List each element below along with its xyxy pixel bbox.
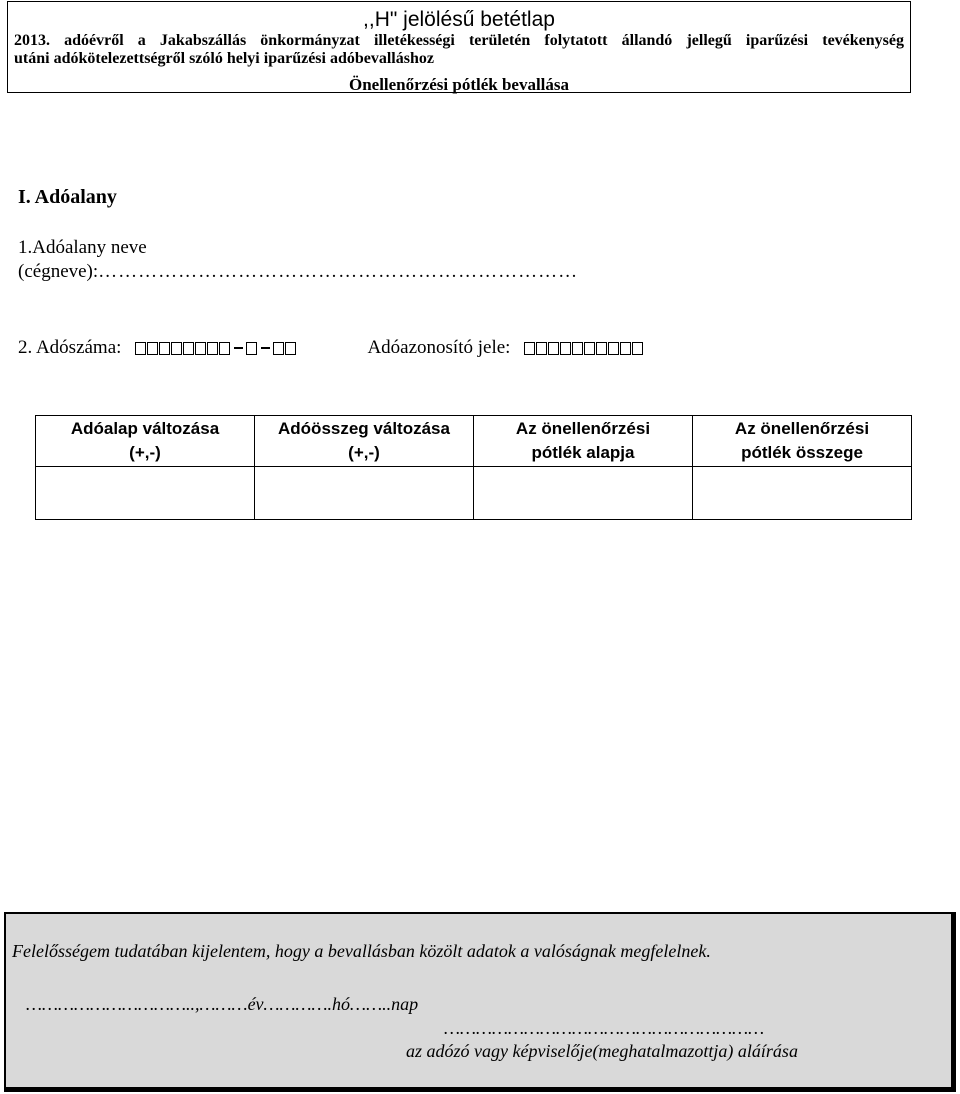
tax-id-boxes[interactable] xyxy=(524,342,644,355)
surcharge-base-cell[interactable] xyxy=(474,467,693,520)
form-scope-line-1: 2013. adóévről a Jakabszállás önkormányzat illetékességi területén folytatott állandó jellegű iparűzési tevékenység xyxy=(14,32,904,49)
taxpayer-name-label-2: (cégneve): xyxy=(18,261,99,282)
digit-box[interactable] xyxy=(207,342,218,355)
digit-box[interactable] xyxy=(584,342,595,355)
date-line[interactable]: …………………………..,………év………….hó……..nap xyxy=(26,994,419,1014)
tax-id-label: Adóazonosító jele: xyxy=(367,337,511,358)
column-header-surcharge-amount: Az önellenőrzési pótlék összege xyxy=(693,416,912,467)
form-title: ,,H" jelölésű betétlap xyxy=(363,8,555,31)
dash-separator xyxy=(234,347,243,349)
header-box xyxy=(7,1,911,93)
table-row xyxy=(36,467,912,520)
digit-box[interactable] xyxy=(608,342,619,355)
declaration-text: Felelősségem tudatában kijelentem, hogy a bevallásban közölt adatok a valóságnak megfelelnek. xyxy=(12,941,711,961)
digit-box[interactable] xyxy=(285,342,296,355)
signature-line[interactable]: …………………………………………………… xyxy=(444,1018,765,1038)
column-header-surcharge-base: Az önellenőrzési pótlék alapja xyxy=(474,416,693,467)
surcharge-table xyxy=(35,415,912,520)
dash-separator xyxy=(261,347,270,349)
digit-box[interactable] xyxy=(548,342,559,355)
tax-number-label: 2. Adószáma: xyxy=(18,337,122,358)
section-title: I. Adóalany xyxy=(18,186,117,208)
column-header-tax-base-change: Adóalap változása (+,-) xyxy=(36,416,255,467)
digit-box[interactable] xyxy=(219,342,230,355)
digit-box[interactable] xyxy=(572,342,583,355)
declaration-box xyxy=(4,912,956,1092)
column-header-tax-amount-change: Adóösszeg változása (+,-) xyxy=(255,416,474,467)
digit-box[interactable] xyxy=(632,342,643,355)
digit-box[interactable] xyxy=(246,342,257,355)
signature-label: az adózó vagy képviselője(meghatalmazottja) aláírása xyxy=(406,1041,798,1061)
taxpayer-name-label: 1.Adóalany neve xyxy=(18,237,147,258)
digit-box[interactable] xyxy=(620,342,631,355)
digit-box[interactable] xyxy=(183,342,194,355)
tax-base-change-cell[interactable] xyxy=(36,467,255,520)
form-subtitle: Önellenőrzési pótlék bevallása xyxy=(348,75,570,94)
digit-box[interactable] xyxy=(171,342,182,355)
table-header-row xyxy=(36,416,912,467)
digit-box[interactable] xyxy=(524,342,535,355)
digit-box[interactable] xyxy=(560,342,571,355)
tax-number-row xyxy=(18,337,644,359)
taxpayer-name-field[interactable] xyxy=(18,236,578,284)
tax-amount-change-cell[interactable] xyxy=(255,467,474,520)
tax-number-boxes[interactable] xyxy=(135,342,297,355)
digit-box[interactable] xyxy=(273,342,284,355)
digit-box[interactable] xyxy=(147,342,158,355)
taxpayer-name-dots[interactable]: ……………………………………………………………… xyxy=(98,261,579,282)
digit-box[interactable] xyxy=(135,342,146,355)
form-scope-line-2: utáni adókötelezettségről szóló helyi iparűzési adóbevalláshoz xyxy=(14,50,434,67)
digit-box[interactable] xyxy=(596,342,607,355)
digit-box[interactable] xyxy=(159,342,170,355)
digit-box[interactable] xyxy=(536,342,547,355)
digit-box[interactable] xyxy=(195,342,206,355)
surcharge-amount-cell[interactable] xyxy=(693,467,912,520)
